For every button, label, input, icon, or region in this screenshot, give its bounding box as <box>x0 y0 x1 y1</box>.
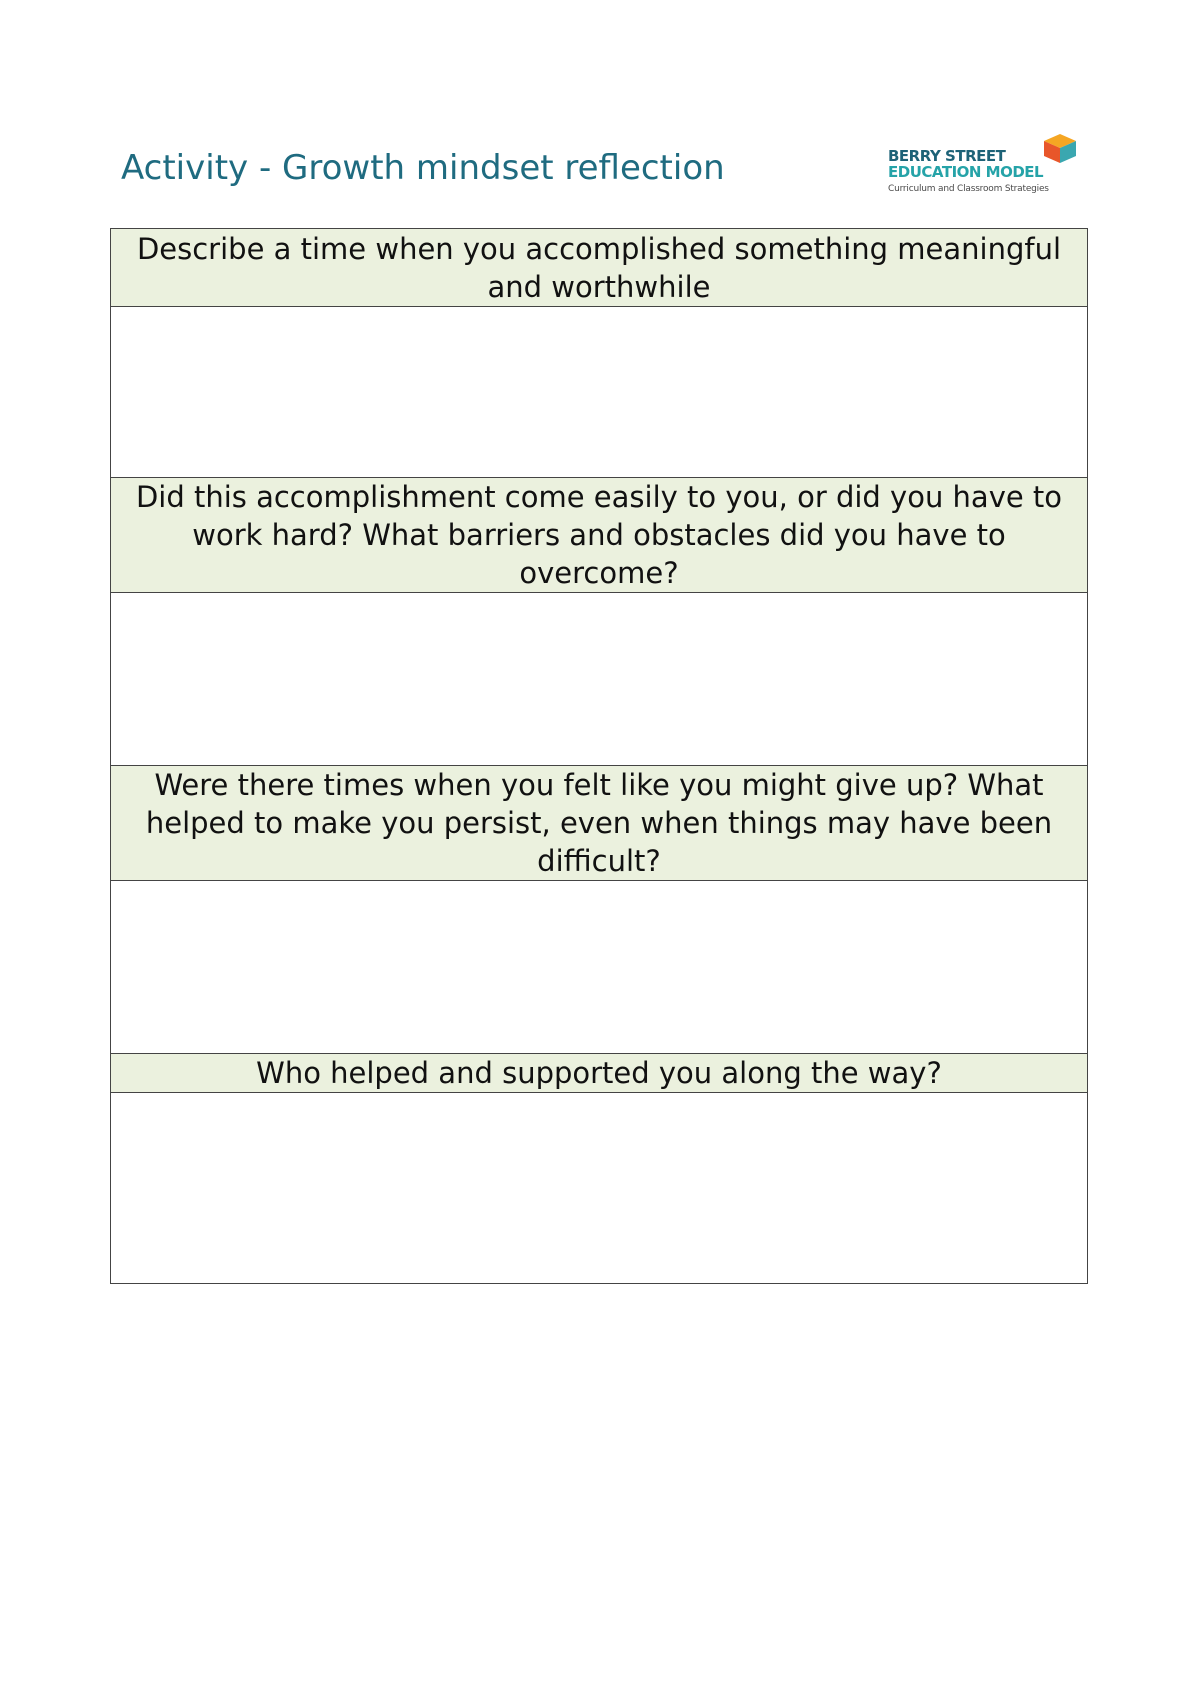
answer-space[interactable] <box>111 1093 1088 1284</box>
prompt-row <box>111 478 1088 593</box>
question-prompt: Were there times when you felt like you might give up? What helped to make you persist, even when things may have been difficult? <box>111 766 1088 881</box>
answer-row <box>111 1093 1088 1284</box>
answer-row <box>111 307 1088 478</box>
page-title: Activity - Growth mindset reflection <box>121 148 725 188</box>
reflection-table <box>110 228 1088 1284</box>
logo-wordmark-line-1: BERRY STREET <box>888 147 1006 165</box>
logo-tagline: Curriculum and Classroom Strategies <box>888 184 1049 194</box>
answer-space[interactable] <box>111 307 1088 478</box>
answer-space[interactable] <box>111 881 1088 1054</box>
prompt-row <box>111 229 1088 307</box>
answer-space[interactable] <box>111 593 1088 766</box>
question-prompt: Did this accomplishment come easily to you, or did you have to work hard? What barriers and obstacles did you have to overcome? <box>111 478 1088 593</box>
question-prompt: Describe a time when you accomplished something meaningful and worthwhile <box>111 229 1088 307</box>
prompt-row <box>111 1054 1088 1093</box>
logo-wordmark-line-2: EDUCATION MODEL <box>888 163 1044 181</box>
prompt-row <box>111 766 1088 881</box>
answer-row <box>111 881 1088 1054</box>
answer-row <box>111 593 1088 766</box>
cube-icon <box>1040 132 1080 164</box>
question-prompt: Who helped and supported you along the way? <box>111 1054 1088 1093</box>
berry-street-logo <box>888 132 1084 198</box>
